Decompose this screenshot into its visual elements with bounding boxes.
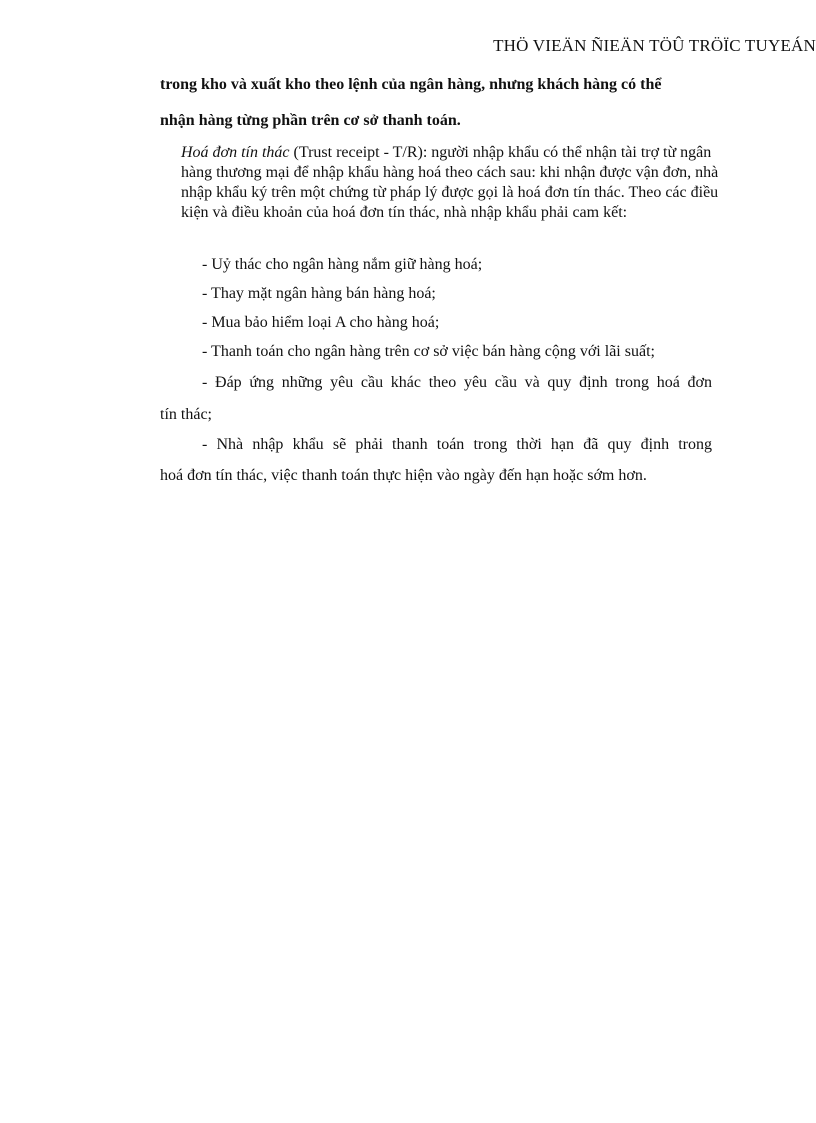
commitment-item-3: - Mua bảo hiểm loại A cho hàng hoá; xyxy=(202,314,440,331)
commitment-item-6-line-2: hoá đơn tín thác, việc thanh toán thực hiện vào ngày đến hạn hoặc sớm hơn. xyxy=(160,467,647,484)
commitment-item-6-line-1: - Nhà nhập khẩu sẽ phải thanh toán trong thời hạn đã quy định trong xyxy=(202,436,712,453)
commitment-item-5-line-1: - Đáp ứng những yêu cầu khác theo yêu cầu và quy định trong hoá đơn xyxy=(202,374,712,391)
commitment-item-4: - Thanh toán cho ngân hàng trên cơ sở việc bán hàng cộng với lãi suất; xyxy=(202,343,655,360)
trust-receipt-definition: (Trust receipt - T/R): người nhập khẩu có thể nhận tài trợ từ ngân hàng thương mại để nhập khẩu hàng hoá theo cách sau: khi nhận được vận đơn, nhà nhập khẩu ký trên một chứng từ pháp lý được gọi là hoá đơn tín thác. Theo các điều kiện và điều khoản của hoá đơn tín thác, nhà nhập khẩu phải cam kết: xyxy=(181,144,719,221)
commitment-item-2: - Thay mặt ngân hàng bán hàng hoá; xyxy=(202,285,436,302)
page-header: THÖ VIEÄN ÑIEÄN TÖÛ TRÖÏC TUYEÁN xyxy=(493,36,816,55)
trust-receipt-paragraph xyxy=(181,143,721,223)
commitment-item-1: - Uỷ thác cho ngân hàng nắm giữ hàng hoá; xyxy=(202,256,483,273)
intro-line-1: trong kho và xuất kho theo lệnh của ngân hàng, nhưng khách hàng có thể xyxy=(160,76,662,93)
trust-receipt-term: Hoá đơn tín thác xyxy=(181,144,290,161)
intro-line-2: nhận hàng từng phần trên cơ sở thanh toán. xyxy=(160,112,461,129)
commitment-item-5-line-2: tín thác; xyxy=(160,406,212,423)
